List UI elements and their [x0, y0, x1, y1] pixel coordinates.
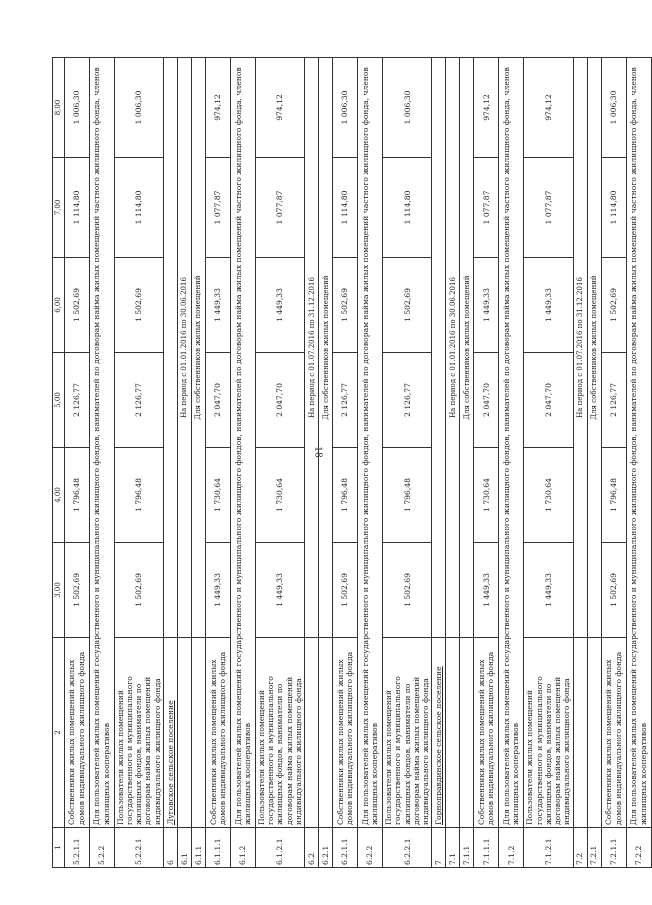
row-description: Собственники жилых помещений жилых домов индивидуального жилищного фонда: [601, 638, 626, 828]
empty-cell: [446, 638, 460, 828]
tariff-value: 1 114,80: [333, 158, 358, 258]
table-row: [432, 58, 446, 868]
rotated-table-wrapper: [52, 58, 648, 868]
tariff-value: 1 502,69: [333, 543, 358, 638]
row-description: Собственники жилых помещений жилых домов индивидуального жилищного фонда: [333, 638, 358, 828]
row-number: 6.2.1: [319, 828, 333, 868]
row-number: 7.1.1: [460, 828, 474, 868]
row-description: Собственники жилых помещений жилых домов индивидуального жилищного фонда: [474, 638, 499, 828]
tariff-value: 2 126,77: [601, 353, 626, 448]
tariff-value: 1 730,64: [255, 448, 304, 543]
table-row: [499, 58, 524, 868]
tariff-value: 1 449,33: [205, 258, 230, 353]
row-number: 6.2.1.1: [333, 828, 358, 868]
table-row: [230, 58, 255, 868]
row-number: 7.1: [446, 828, 460, 868]
tariff-value: 1 796,48: [601, 448, 626, 543]
period-label: Для собственников жилых помещений: [460, 58, 474, 638]
table-row: [191, 58, 205, 868]
row-description: Собственники жилых помещений жилых домов индивидуального жилищного фонда: [64, 638, 89, 828]
row-number: 7.2: [573, 828, 587, 868]
period-label: На период с 01.07.2016 по 31.12.2016: [305, 58, 319, 638]
empty-cell: [319, 638, 333, 828]
row-number: 6.2.2: [358, 828, 383, 868]
row-description: Пользователи жилых помещений государственного и муниципального жилищных фондов, наниматели по договорам найма жилых помещений индивидуального жилищного фонда: [114, 638, 163, 828]
tariff-value: 1 077,87: [205, 158, 230, 258]
tariff-value: 974,12: [205, 58, 230, 158]
tariff-value: 1 449,33: [205, 543, 230, 638]
row-description: Пользователи жилых помещений государственного и муниципального жилищных фондов, наниматели по договорам найма жилых помещений индивидуального жилищного фонда: [383, 638, 432, 828]
period-label: На период с 01.01.2016 по 30.06.2016: [446, 58, 460, 638]
tariff-value: 1 502,69: [601, 258, 626, 353]
empty-cell: [573, 638, 587, 828]
table-row: [524, 58, 573, 868]
period-label: Для собственников жилых помещений: [587, 58, 601, 638]
empty-cell: [432, 58, 446, 638]
empty-cell: [587, 638, 601, 828]
period-label: На период с 01.01.2016 по 30.06.2016: [177, 58, 191, 638]
header-cell: 8,00: [53, 58, 65, 158]
row-description: Пользователи жилых помещений государственного и муниципального жилищных фондов, наниматели по договорам найма жилых помещений индивидуального жилищного фонда: [255, 638, 304, 828]
table-row: [446, 58, 460, 868]
header-cell: 5,00: [53, 353, 65, 448]
period-label: Для собственников жилых помещений: [319, 58, 333, 638]
tariff-value: 974,12: [474, 58, 499, 158]
table-row: [64, 58, 89, 868]
row-number: 6.2: [305, 828, 319, 868]
row-description: Собственники жилых помещений жилых домов индивидуального жилищного фонда: [205, 638, 230, 828]
tariff-value: 1 449,33: [474, 543, 499, 638]
tariff-value: 1 796,48: [114, 448, 163, 543]
empty-cell: [177, 638, 191, 828]
header-cell: 6,00: [53, 258, 65, 353]
empty-cell: [163, 58, 177, 638]
row-number: 7.1.2.1: [524, 828, 573, 868]
header-cell: 7,00: [53, 158, 65, 258]
row-number: 6.1.2: [230, 828, 255, 868]
tariff-value: 1 006,30: [601, 58, 626, 158]
tariff-value: 1 796,48: [64, 448, 89, 543]
tariff-value: 1 502,69: [64, 258, 89, 353]
tariff-value: 1 502,69: [114, 258, 163, 353]
table-row: [460, 58, 474, 868]
tariff-value: 1 114,80: [601, 158, 626, 258]
row-number: 6.1: [177, 828, 191, 868]
tariff-value: 1 006,30: [114, 58, 163, 158]
tariff-value: 1 796,48: [383, 448, 432, 543]
row-number: 6.2.2.1: [383, 828, 432, 868]
tariff-value: 1 449,33: [524, 258, 573, 353]
table-row: [573, 58, 587, 868]
tariff-value: 1 077,87: [255, 158, 304, 258]
empty-cell: [460, 638, 474, 828]
tariff-value: 2 126,77: [333, 353, 358, 448]
row-number: 6.1.2.1: [255, 828, 304, 868]
tariff-value: 1 114,80: [114, 158, 163, 258]
row-number: 5.2.2.1: [114, 828, 163, 868]
settlement-name: Луговское сельское поселение: [163, 638, 177, 828]
table-row: [474, 58, 499, 868]
table-row: [89, 58, 114, 868]
row-span-text: Для пользователей жилых помещений государственного и муниципального жилищного фондов, нанимателей по договорам найма жилых помещений частного жилищного фонда, членов жилищных кооперативов: [230, 58, 255, 828]
tariff-value: 1 114,80: [383, 158, 432, 258]
table-row: [305, 58, 319, 868]
tariff-value: 1 077,87: [524, 158, 573, 258]
row-number: 7.1.2: [499, 828, 524, 868]
tariff-value: 1 730,64: [524, 448, 573, 543]
tariff-value: 1 449,33: [255, 258, 304, 353]
tariff-value: 2 047,70: [524, 353, 573, 448]
tariff-value: 1 502,69: [383, 258, 432, 353]
row-number: 6: [163, 828, 177, 868]
table-row: [587, 58, 601, 868]
row-number: 7.2.2: [626, 828, 651, 868]
tariff-value: 1 449,33: [524, 543, 573, 638]
tariff-value: 1 077,87: [474, 158, 499, 258]
row-number: 5.2.2: [89, 828, 114, 868]
tariff-value: 974,12: [255, 58, 304, 158]
table-row: [255, 58, 304, 868]
table-row: [626, 58, 651, 868]
header-cell: 4,00: [53, 448, 65, 543]
tariff-value: 1 449,33: [474, 258, 499, 353]
header-cell: 2: [53, 638, 65, 828]
table-row: [358, 58, 383, 868]
tariff-value: 1 730,64: [474, 448, 499, 543]
tariff-value: 1 006,30: [383, 58, 432, 158]
tariff-value: 1 114,80: [64, 158, 89, 258]
tariff-value: 1 796,48: [333, 448, 358, 543]
tariff-value: 1 006,30: [333, 58, 358, 158]
settlement-name: Горноправдинское сельское поселение: [432, 638, 446, 828]
row-span-text: Для пользователей жилых помещений государственного и муниципального жилищного фондов, нанимателей по договорам найма жилых помещений частного жилищного фонда, членов жилищных кооперативов: [626, 58, 651, 828]
tariff-value: 1 502,69: [64, 543, 89, 638]
table-body: [64, 58, 651, 868]
header-row: [53, 58, 65, 868]
tariff-value: 1 502,69: [333, 258, 358, 353]
table-row: [601, 58, 626, 868]
period-label: Для собственников жилых помещений: [191, 58, 205, 638]
header-cell: 1: [53, 828, 65, 868]
row-number: 6.1.1.1: [205, 828, 230, 868]
tariff-value: 1 502,69: [383, 543, 432, 638]
row-number: 7.1.1.1: [474, 828, 499, 868]
tariff-value: 974,12: [524, 58, 573, 158]
table-row: [333, 58, 358, 868]
tariff-value: 2 047,70: [205, 353, 230, 448]
table-row: [163, 58, 177, 868]
tariff-value: 1 502,69: [601, 543, 626, 638]
period-label: На период с 01.07.2016 по 31.12.2016: [573, 58, 587, 638]
header-cell: 3,00: [53, 543, 65, 638]
table-row: [177, 58, 191, 868]
row-number: 7.2.1.1: [601, 828, 626, 868]
tariff-value: 2 047,70: [474, 353, 499, 448]
tariff-value: 2 126,77: [383, 353, 432, 448]
tariff-value: 1 449,33: [255, 543, 304, 638]
row-number: 7.2.1: [587, 828, 601, 868]
tariff-value: 1 502,69: [114, 543, 163, 638]
table-row: [205, 58, 230, 868]
tariff-value: 2 126,77: [64, 353, 89, 448]
page-number: 18: [312, 446, 323, 458]
tariff-table: [52, 57, 652, 868]
row-number: 5.2.1.1: [64, 828, 89, 868]
tariff-value: 2 047,70: [255, 353, 304, 448]
row-description: Пользователи жилых помещений государственного и муниципального жилищных фондов, наниматели по договорам найма жилых помещений индивидуального жилищного фонда: [524, 638, 573, 828]
tariff-value: 2 126,77: [114, 353, 163, 448]
row-span-text: Для пользователей жилых помещений государственного и муниципального жилищного фондов, нанимателей по договорам найма жилых помещений частного жилищного фонда, членов жилищных кооперативов: [499, 58, 524, 828]
row-span-text: Для пользователей жилых помещений государственного и муниципального жилищного фондов, нанимателей по договорам найма жилых помещений частного жилищного фонда, членов жилищных кооперативов: [89, 58, 114, 828]
empty-cell: [305, 638, 319, 828]
empty-cell: [191, 638, 205, 828]
table-row: [114, 58, 163, 868]
row-span-text: Для пользователей жилых помещений государственного и муниципального жилищного фондов, нанимателей по договорам найма жилых помещений частного жилищного фонда, членов жилищных кооперативов: [358, 58, 383, 828]
tariff-value: 1 006,30: [64, 58, 89, 158]
table-row: [383, 58, 432, 868]
tariff-value: 1 730,64: [205, 448, 230, 543]
table-row: [319, 58, 333, 868]
row-number: 7: [432, 828, 446, 868]
row-number: 6.1.1: [191, 828, 205, 868]
